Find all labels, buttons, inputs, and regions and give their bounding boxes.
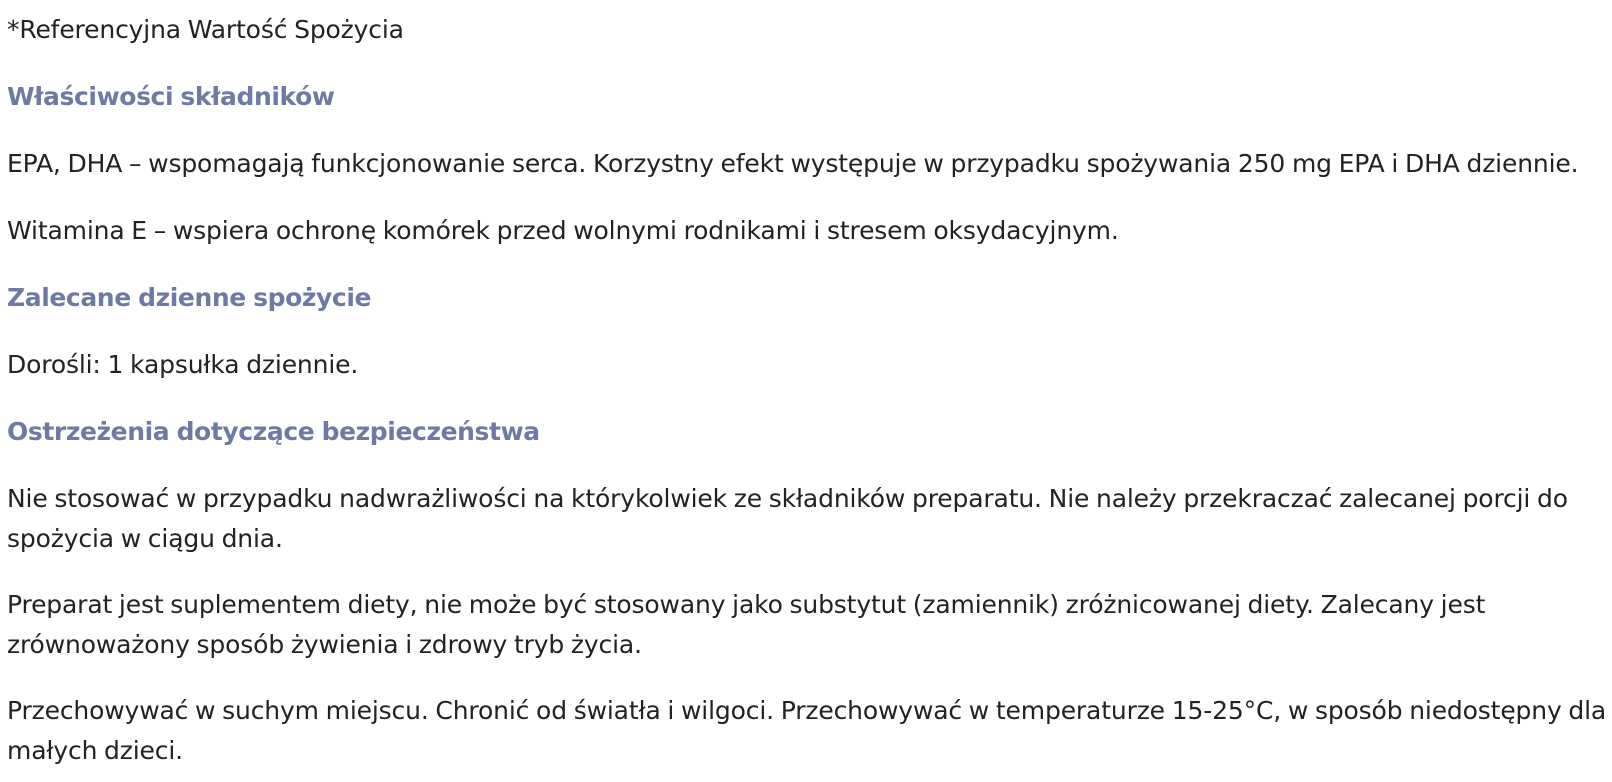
paragraph-diet-supplement-notice: Preparat jest suplementem diety, nie może być stosowany jako substytut (zamiennik) zróżnicowanej diety. Zalecany jest zrównoważony sposób żywienia i zdrowy tryb życia. (7, 590, 1486, 659)
paragraph-hypersensitivity-warning: Nie stosować w przypadku nadwrażliwości na którykolwiek ze składników preparatu. Nie należy przekraczać zalecanej porcji do spożycia w ciągu dnia. (7, 484, 1568, 553)
rws-footnote: *Referencyjna Wartość Spożycia (7, 15, 404, 44)
paragraph-vitamin-e: Witamina E – wspiera ochronę komórek przed wolnymi rodnikami i stresem oksydacyjnym. (7, 216, 1119, 245)
section-heading-safety-warnings: Ostrzeżenia dotyczące bezpieczeństwa (7, 417, 540, 446)
paragraph-dosage: Dorośli: 1 kapsułka dziennie. (7, 350, 359, 379)
paragraph-storage-instructions: Przechowywać w suchym miejscu. Chronić od światła i wilgoci. Przechowywać w temperaturze 15-25°C, w sposób niedostępny dla małych dzieci. (7, 696, 1607, 765)
section-heading-recommended-intake: Zalecane dzienne spożycie (7, 283, 372, 312)
section-heading-ingredients: Właściwości składników (7, 82, 335, 111)
paragraph-epa-dha: EPA, DHA – wspomagają funkcjonowanie serca. Korzystny efekt występuje w przypadku spożywania 250 mg EPA i DHA dziennie. (7, 149, 1579, 178)
